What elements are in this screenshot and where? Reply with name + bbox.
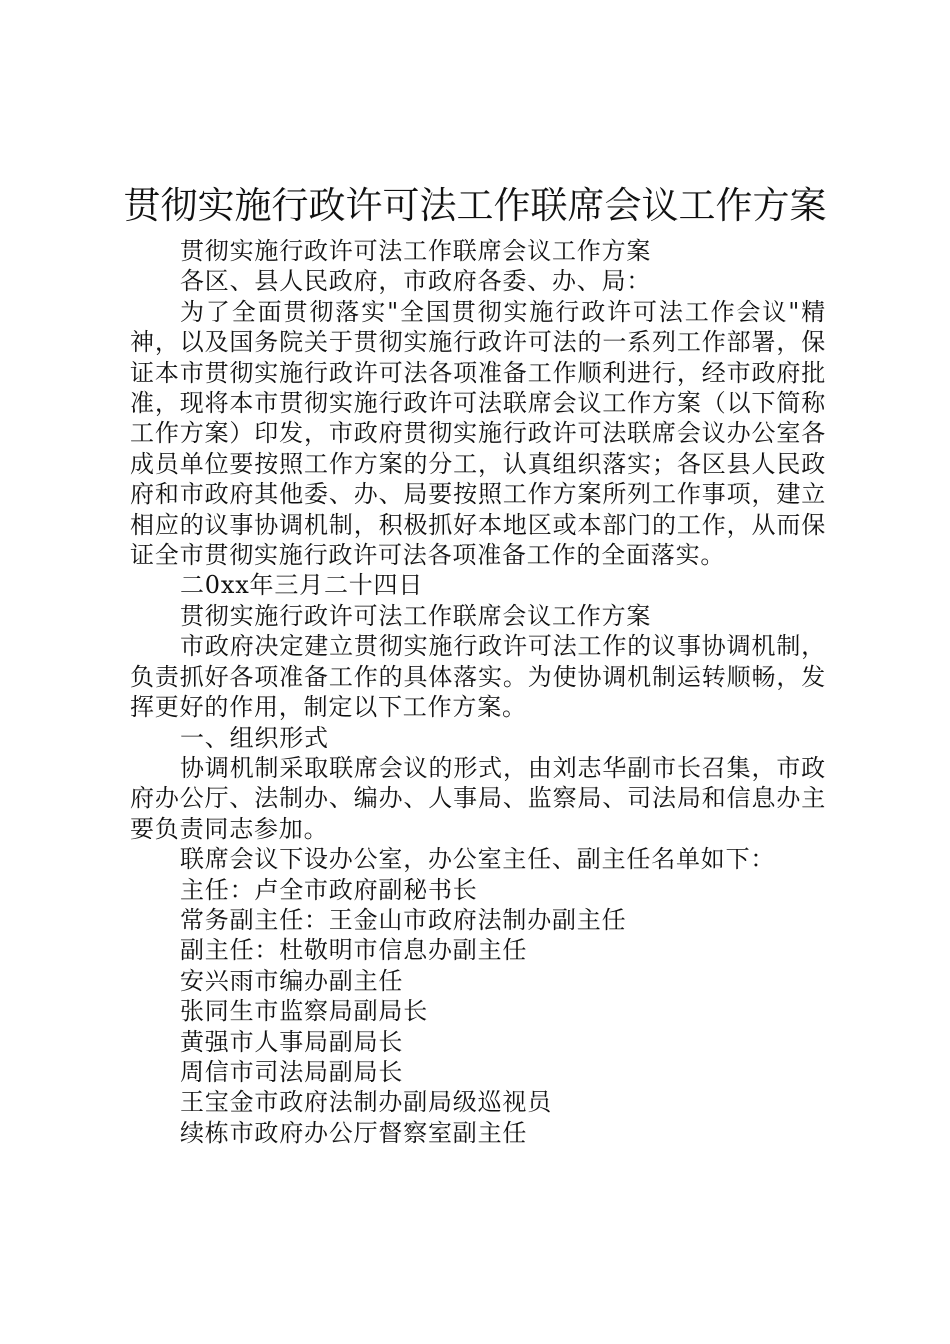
list-item-deputy: 副主任：杜敬明市信息办副主任 bbox=[180, 936, 528, 965]
paragraph-plan-intro: 市政府决定建立贯彻实施行政许可法工作的议事协调机制，负责抓好各项准备工作的具体落实。为使协调机制运转顺畅，发挥更好的作用，制定以下工作方案。 bbox=[130, 632, 826, 722]
paragraph-subtitle: 贯彻实施行政许可法工作联席会议工作方案 bbox=[180, 237, 652, 265]
section-heading-organization: 一、组织形式 bbox=[180, 723, 329, 752]
document-body bbox=[130, 236, 826, 1148]
paragraph-notice-body: 为了全面贯彻落实"全国贯彻实施行政许可法工作会议"精神，以及国务院关于贯彻实施行政许可法的一系列工作部署，保证本市贯彻实施行政许可法各项准备工作顺利进行，经市政府批准，现将本市贯彻实施行政许可法联席会议工作方案（以下简称工作方案）印发，市政府贯彻实施行政许可法联席会议办公室各成员单位要按照工作方案的分工，认真组织落实；各区县人民政府和市政府其他委、办、局要按照工作方案所列工作事项，建立相应的议事协调机制，积极抓好本地区或本部门的工作，从而保证全市贯彻实施行政许可法各项准备工作的全面落实。 bbox=[130, 297, 826, 570]
list-item-executive-deputy: 常务副主任：王金山市政府法制办副主任 bbox=[180, 905, 627, 934]
paragraph-date: 二0xx年三月二十四日 bbox=[180, 571, 424, 600]
paragraph-office-intro: 联席会议下设办公室，办公室主任、副主任名单如下： bbox=[180, 845, 776, 874]
list-item-member: 续栋市政府办公厅督察室副主任 bbox=[180, 1118, 528, 1147]
list-item-member: 安兴雨市编办副主任 bbox=[180, 966, 404, 995]
list-item-director: 主任：卢全市政府副秘书长 bbox=[180, 875, 478, 904]
list-item-member: 王宝金市政府法制办副局级巡视员 bbox=[180, 1088, 552, 1117]
paragraph-plan-heading: 贯彻实施行政许可法工作联席会议工作方案 bbox=[180, 601, 652, 630]
list-item-member: 周信市司法局副局长 bbox=[180, 1057, 404, 1086]
list-item-member: 张同生市监察局副局长 bbox=[180, 997, 428, 1026]
document-title: 贯彻实施行政许可法工作联席会议工作方案 bbox=[123, 184, 827, 227]
paragraph-organization-body: 协调机制采取联席会议的形式，由刘志华副市长召集，市政府办公厅、法制办、编办、人事局、监察局、司法局和信息办主要负责同志参加。 bbox=[130, 753, 826, 843]
list-item-member: 黄强市人事局副局长 bbox=[180, 1027, 404, 1056]
paragraph-salutation: 各区、县人民政府，市政府各委、办、局： bbox=[180, 267, 652, 296]
